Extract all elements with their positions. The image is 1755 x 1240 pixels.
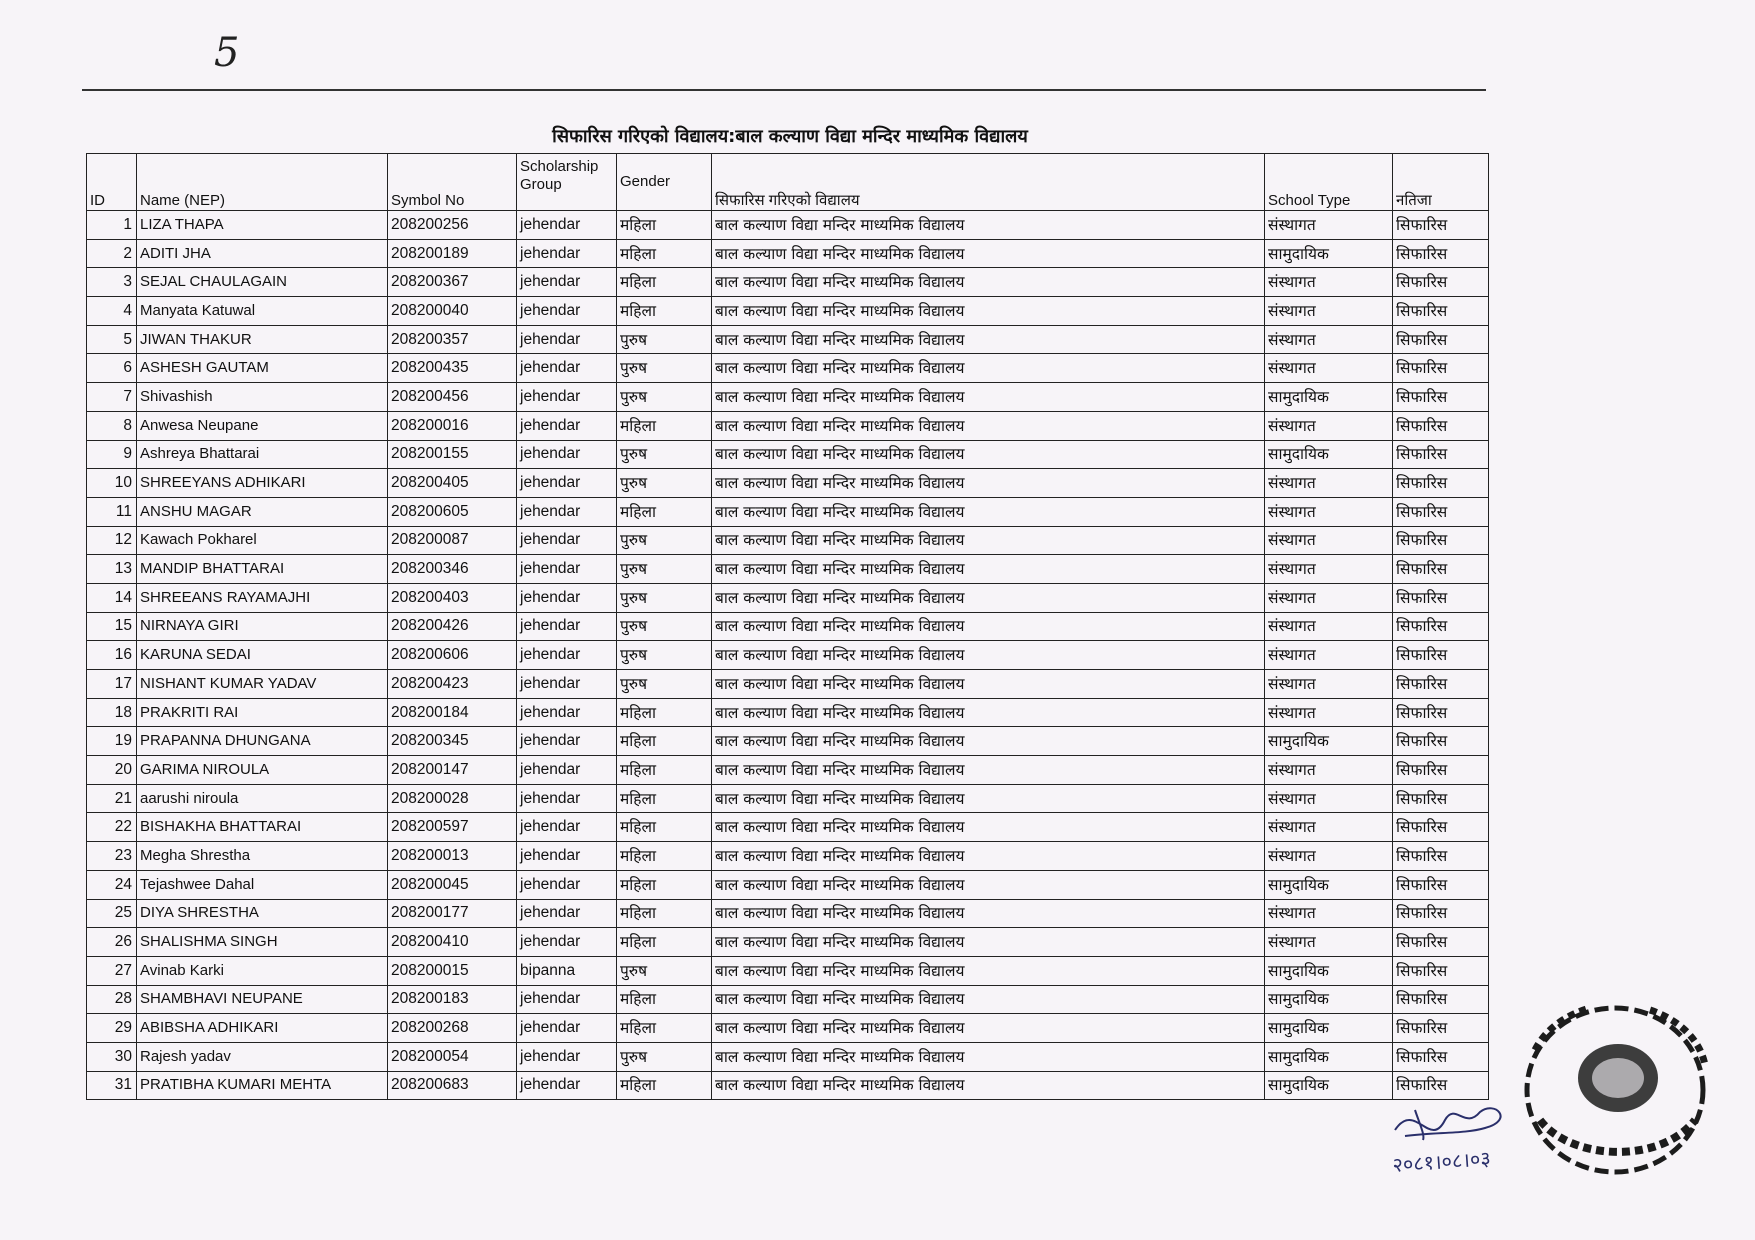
cell-symbol: 208200054	[388, 1042, 517, 1071]
cell-result: सिफारिस	[1393, 1071, 1489, 1100]
table-row	[87, 1042, 1489, 1071]
cell-id: 14	[87, 583, 137, 612]
cell-result: सिफारिस	[1393, 899, 1489, 928]
cell-symbol: 208200155	[388, 440, 517, 469]
table-row	[87, 756, 1489, 785]
cell-group: jehendar	[517, 297, 617, 326]
cell-type: संस्थागत	[1265, 928, 1393, 957]
cell-school: बाल कल्याण विद्या मन्दिर माध्यमिक विद्यालय	[712, 239, 1265, 268]
cell-gender: महिला	[617, 727, 712, 756]
col-header-name: Name (NEP)	[137, 154, 388, 211]
cell-school: बाल कल्याण विद्या मन्दिर माध्यमिक विद्यालय	[712, 1014, 1265, 1043]
cell-group: jehendar	[517, 756, 617, 785]
col-header-symbol: Symbol No	[388, 154, 517, 211]
cell-group: jehendar	[517, 354, 617, 383]
cell-type: संस्थागत	[1265, 784, 1393, 813]
cell-type: सामुदायिक	[1265, 1014, 1393, 1043]
table-row	[87, 870, 1489, 899]
table-row	[87, 670, 1489, 699]
cell-id: 9	[87, 440, 137, 469]
cell-result: सिफारिस	[1393, 641, 1489, 670]
cell-name: ABIBSHA ADHIKARI	[137, 1014, 388, 1043]
table-row	[87, 297, 1489, 326]
cell-school: बाल कल्याण विद्या मन्दिर माध्यमिक विद्यालय	[712, 928, 1265, 957]
cell-symbol: 208200177	[388, 899, 517, 928]
cell-result: सिफारिस	[1393, 297, 1489, 326]
cell-gender: महिला	[617, 870, 712, 899]
cell-gender: महिला	[617, 297, 712, 326]
cell-symbol: 208200028	[388, 784, 517, 813]
cell-result: सिफारिस	[1393, 1042, 1489, 1071]
cell-result: सिफारिस	[1393, 497, 1489, 526]
table-row	[87, 440, 1489, 469]
cell-symbol: 208200345	[388, 727, 517, 756]
cell-name: SEJAL CHAULAGAIN	[137, 268, 388, 297]
cell-school: बाल कल्याण विद्या मन्दिर माध्यमिक विद्यालय	[712, 813, 1265, 842]
cell-type: संस्थागत	[1265, 497, 1393, 526]
cell-symbol: 208200016	[388, 411, 517, 440]
cell-school: बाल कल्याण विद्या मन्दिर माध्यमिक विद्यालय	[712, 870, 1265, 899]
cell-gender: महिला	[617, 1014, 712, 1043]
cell-symbol: 208200367	[388, 268, 517, 297]
cell-result: सिफारिस	[1393, 325, 1489, 354]
cell-group: jehendar	[517, 440, 617, 469]
cell-school: बाल कल्याण विद्या मन्दिर माध्यमिक विद्यालय	[712, 727, 1265, 756]
cell-id: 17	[87, 670, 137, 699]
table-row	[87, 526, 1489, 555]
cell-name: Megha Shrestha	[137, 842, 388, 871]
cell-symbol: 208200015	[388, 956, 517, 985]
cell-school: बाल कल्याण विद्या मन्दिर माध्यमिक विद्यालय	[712, 670, 1265, 699]
cell-type: संस्थागत	[1265, 297, 1393, 326]
seal-block	[1510, 990, 1730, 1195]
cell-group: jehendar	[517, 325, 617, 354]
cell-gender: महिला	[617, 411, 712, 440]
cell-name: ADITI JHA	[137, 239, 388, 268]
table-row	[87, 383, 1489, 412]
cell-school: बाल कल्याण विद्या मन्दिर माध्यमिक विद्यालय	[712, 985, 1265, 1014]
table-row	[87, 698, 1489, 727]
table-row	[87, 641, 1489, 670]
cell-type: सामुदायिक	[1265, 870, 1393, 899]
page-number: 5	[214, 30, 240, 76]
signature-date: २०८१।०८।०३	[1391, 1146, 1492, 1177]
cell-type: संस्थागत	[1265, 469, 1393, 498]
cell-id: 7	[87, 383, 137, 412]
cell-group: jehendar	[517, 985, 617, 1014]
cell-name: SHREEYANS ADHIKARI	[137, 469, 388, 498]
cell-group: jehendar	[517, 899, 617, 928]
cell-id: 12	[87, 526, 137, 555]
cell-type: संस्थागत	[1265, 411, 1393, 440]
cell-symbol: 208200426	[388, 612, 517, 641]
cell-gender: महिला	[617, 784, 712, 813]
cell-symbol: 208200183	[388, 985, 517, 1014]
cell-gender: पुरुष	[617, 670, 712, 699]
table-row	[87, 813, 1489, 842]
cell-name: PRATIBHA KUMARI MEHTA	[137, 1071, 388, 1100]
cell-symbol: 208200256	[388, 211, 517, 240]
cell-result: सिफारिस	[1393, 698, 1489, 727]
recommendation-table	[86, 153, 1489, 1100]
cell-name: Kawach Pokharel	[137, 526, 388, 555]
table-row	[87, 1071, 1489, 1100]
cell-id: 15	[87, 612, 137, 641]
table-row	[87, 469, 1489, 498]
cell-type: संस्थागत	[1265, 813, 1393, 842]
cell-name: NISHANT KUMAR YADAV	[137, 670, 388, 699]
cell-type: सामुदायिक	[1265, 440, 1393, 469]
cell-symbol: 208200013	[388, 842, 517, 871]
cell-result: सिफारिस	[1393, 354, 1489, 383]
cell-school: बाल कल्याण विद्या मन्दिर माध्यमिक विद्यालय	[712, 842, 1265, 871]
cell-result: सिफारिस	[1393, 583, 1489, 612]
recommendation-table-container	[86, 153, 1488, 1100]
cell-group: jehendar	[517, 870, 617, 899]
cell-gender: महिला	[617, 842, 712, 871]
cell-type: संस्थागत	[1265, 612, 1393, 641]
cell-gender: पुरुष	[617, 526, 712, 555]
table-row	[87, 928, 1489, 957]
cell-symbol: 208200189	[388, 239, 517, 268]
cell-id: 20	[87, 756, 137, 785]
cell-type: संस्थागत	[1265, 354, 1393, 383]
cell-result: सिफारिस	[1393, 383, 1489, 412]
cell-name: BISHAKHA BHATTARAI	[137, 813, 388, 842]
cell-symbol: 208200423	[388, 670, 517, 699]
cell-group: jehendar	[517, 555, 617, 584]
col-header-school-type: School Type	[1265, 154, 1393, 211]
cell-name: LIZA THAPA	[137, 211, 388, 240]
col-header-result: नतिजा	[1393, 154, 1489, 211]
cell-type: सामुदायिक	[1265, 239, 1393, 268]
table-header-row	[87, 154, 1489, 211]
cell-symbol: 208200683	[388, 1071, 517, 1100]
cell-gender: महिला	[617, 985, 712, 1014]
table-row	[87, 497, 1489, 526]
cell-result: सिफारिस	[1393, 784, 1489, 813]
cell-result: सिफारिस	[1393, 756, 1489, 785]
cell-gender: महिला	[617, 928, 712, 957]
cell-group: jehendar	[517, 383, 617, 412]
cell-school: बाल कल्याण विद्या मन्दिर माध्यमिक विद्यालय	[712, 899, 1265, 928]
cell-result: सिफारिस	[1393, 928, 1489, 957]
cell-id: 28	[87, 985, 137, 1014]
table-row	[87, 239, 1489, 268]
cell-id: 10	[87, 469, 137, 498]
cell-type: संस्थागत	[1265, 899, 1393, 928]
cell-symbol: 208200147	[388, 756, 517, 785]
cell-type: संस्थागत	[1265, 670, 1393, 699]
cell-result: सिफारिस	[1393, 956, 1489, 985]
cell-id: 25	[87, 899, 137, 928]
table-row	[87, 985, 1489, 1014]
cell-type: संस्थागत	[1265, 842, 1393, 871]
cell-result: सिफारिस	[1393, 727, 1489, 756]
cell-group: jehendar	[517, 670, 617, 699]
cell-gender: पुरुष	[617, 956, 712, 985]
cell-name: PRAPANNA DHUNGANA	[137, 727, 388, 756]
cell-type: सामुदायिक	[1265, 1042, 1393, 1071]
cell-group: jehendar	[517, 211, 617, 240]
table-row	[87, 411, 1489, 440]
cell-symbol: 208200606	[388, 641, 517, 670]
cell-gender: महिला	[617, 813, 712, 842]
cell-school: बाल कल्याण विद्या मन्दिर माध्यमिक विद्यालय	[712, 268, 1265, 297]
cell-group: jehendar	[517, 268, 617, 297]
table-row	[87, 325, 1489, 354]
cell-gender: पुरुष	[617, 641, 712, 670]
cell-id: 19	[87, 727, 137, 756]
cell-result: सिफारिस	[1393, 411, 1489, 440]
table-row	[87, 727, 1489, 756]
cell-gender: महिला	[617, 268, 712, 297]
cell-school: बाल कल्याण विद्या मन्दिर माध्यमिक विद्यालय	[712, 297, 1265, 326]
cell-symbol: 208200087	[388, 526, 517, 555]
cell-school: बाल कल्याण विद्या मन्दिर माध्यमिक विद्यालय	[712, 1042, 1265, 1071]
cell-gender: महिला	[617, 1071, 712, 1100]
cell-name: Shivashish	[137, 383, 388, 412]
table-row	[87, 956, 1489, 985]
cell-result: सिफारिस	[1393, 870, 1489, 899]
cell-type: संस्थागत	[1265, 756, 1393, 785]
cell-id: 23	[87, 842, 137, 871]
cell-id: 13	[87, 555, 137, 584]
cell-name: KARUNA SEDAI	[137, 641, 388, 670]
cell-type: संस्थागत	[1265, 583, 1393, 612]
cell-gender: पुरुष	[617, 325, 712, 354]
top-rule	[82, 89, 1486, 91]
cell-type: संस्थागत	[1265, 526, 1393, 555]
cell-result: सिफारिस	[1393, 211, 1489, 240]
cell-school: बाल कल्याण विद्या मन्दिर माध्यमिक विद्यालय	[712, 497, 1265, 526]
cell-school: बाल कल्याण विद्या मन्दिर माध्यमिक विद्यालय	[712, 325, 1265, 354]
cell-name: Rajesh yadav	[137, 1042, 388, 1071]
document-title: सिफारिस गरिएको विद्यालय:बाल कल्याण विद्या मन्दिर माध्यमिक विद्यालय	[552, 126, 1028, 147]
cell-result: सिफारिस	[1393, 268, 1489, 297]
cell-result: सिफारिस	[1393, 526, 1489, 555]
cell-id: 18	[87, 698, 137, 727]
cell-group: jehendar	[517, 411, 617, 440]
cell-gender: पुरुष	[617, 383, 712, 412]
cell-school: बाल कल्याण विद्या मन्दिर माध्यमिक विद्यालय	[712, 1071, 1265, 1100]
cell-school: बाल कल्याण विद्या मन्दिर माध्यमिक विद्यालय	[712, 469, 1265, 498]
cell-id: 5	[87, 325, 137, 354]
table-row	[87, 354, 1489, 383]
cell-school: बाल कल्याण विद्या मन्दिर माध्यमिक विद्यालय	[712, 698, 1265, 727]
cell-symbol: 208200040	[388, 297, 517, 326]
table-row	[87, 784, 1489, 813]
cell-id: 16	[87, 641, 137, 670]
table-row	[87, 583, 1489, 612]
cell-name: Manyata Katuwal	[137, 297, 388, 326]
cell-type: संस्थागत	[1265, 641, 1393, 670]
cell-type: सामुदायिक	[1265, 985, 1393, 1014]
cell-symbol: 208200456	[388, 383, 517, 412]
cell-school: बाल कल्याण विद्या मन्दिर माध्यमिक विद्यालय	[712, 440, 1265, 469]
cell-id: 4	[87, 297, 137, 326]
table-row	[87, 899, 1489, 928]
cell-result: सिफारिस	[1393, 670, 1489, 699]
cell-type: सामुदायिक	[1265, 1071, 1393, 1100]
cell-name: Avinab Karki	[137, 956, 388, 985]
cell-group: bipanna	[517, 956, 617, 985]
col-header-school: सिफारिस गरिएको विद्यालय	[712, 154, 1265, 211]
table-row	[87, 612, 1489, 641]
cell-gender: पुरुष	[617, 612, 712, 641]
cell-type: सामुदायिक	[1265, 956, 1393, 985]
cell-result: सिफारिस	[1393, 555, 1489, 584]
cell-group: jehendar	[517, 497, 617, 526]
cell-result: सिफारिस	[1393, 239, 1489, 268]
col-header-scholarship-group: Scholarship Group	[517, 154, 617, 211]
cell-symbol: 208200184	[388, 698, 517, 727]
cell-name: SHREEANS RAYAMAJHI	[137, 583, 388, 612]
cell-school: बाल कल्याण विद्या मन्दिर माध्यमिक विद्यालय	[712, 526, 1265, 555]
cell-group: jehendar	[517, 1014, 617, 1043]
cell-school: बाल कल्याण विद्या मन्दिर माध्यमिक विद्यालय	[712, 211, 1265, 240]
cell-id: 27	[87, 956, 137, 985]
cell-symbol: 208200597	[388, 813, 517, 842]
cell-group: jehendar	[517, 239, 617, 268]
cell-symbol: 208200605	[388, 497, 517, 526]
cell-group: jehendar	[517, 641, 617, 670]
cell-gender: पुरुष	[617, 583, 712, 612]
table-row	[87, 842, 1489, 871]
cell-name: ANSHU MAGAR	[137, 497, 388, 526]
cell-symbol: 208200435	[388, 354, 517, 383]
cell-group: jehendar	[517, 928, 617, 957]
cell-id: 29	[87, 1014, 137, 1043]
cell-school: बाल कल्याण विद्या मन्दिर माध्यमिक विद्यालय	[712, 756, 1265, 785]
col-header-id: ID	[87, 154, 137, 211]
col-header-gender: Gender	[617, 154, 712, 211]
cell-gender: महिला	[617, 756, 712, 785]
cell-group: jehendar	[517, 698, 617, 727]
cell-gender: महिला	[617, 497, 712, 526]
cell-group: jehendar	[517, 842, 617, 871]
cell-id: 1	[87, 211, 137, 240]
cell-type: संस्थागत	[1265, 325, 1393, 354]
cell-symbol: 208200045	[388, 870, 517, 899]
cell-symbol: 208200405	[388, 469, 517, 498]
cell-symbol: 208200403	[388, 583, 517, 612]
cell-group: jehendar	[517, 1042, 617, 1071]
cell-symbol: 208200268	[388, 1014, 517, 1043]
official-seal-icon	[1510, 990, 1730, 1190]
table-body	[87, 211, 1489, 1100]
cell-gender: पुरुष	[617, 555, 712, 584]
table-row	[87, 211, 1489, 240]
cell-name: PRAKRITI RAI	[137, 698, 388, 727]
cell-group: jehendar	[517, 526, 617, 555]
cell-symbol: 208200346	[388, 555, 517, 584]
cell-school: बाल कल्याण विद्या मन्दिर माध्यमिक विद्यालय	[712, 956, 1265, 985]
cell-id: 24	[87, 870, 137, 899]
cell-name: SHAMBHAVI NEUPANE	[137, 985, 388, 1014]
cell-name: Ashreya Bhattarai	[137, 440, 388, 469]
cell-name: GARIMA NIROULA	[137, 756, 388, 785]
table-row	[87, 268, 1489, 297]
cell-gender: महिला	[617, 899, 712, 928]
cell-school: बाल कल्याण विद्या मन्दिर माध्यमिक विद्यालय	[712, 411, 1265, 440]
cell-gender: महिला	[617, 239, 712, 268]
cell-name: NIRNAYA GIRI	[137, 612, 388, 641]
cell-school: बाल कल्याण विद्या मन्दिर माध्यमिक विद्यालय	[712, 354, 1265, 383]
cell-gender: महिला	[617, 698, 712, 727]
cell-school: बाल कल्याण विद्या मन्दिर माध्यमिक विद्यालय	[712, 612, 1265, 641]
cell-type: संस्थागत	[1265, 698, 1393, 727]
cell-school: बाल कल्याण विद्या मन्दिर माध्यमिक विद्यालय	[712, 583, 1265, 612]
cell-symbol: 208200357	[388, 325, 517, 354]
cell-group: jehendar	[517, 813, 617, 842]
cell-name: ASHESH GAUTAM	[137, 354, 388, 383]
cell-id: 31	[87, 1071, 137, 1100]
cell-group: jehendar	[517, 784, 617, 813]
cell-school: बाल कल्याण विद्या मन्दिर माध्यमिक विद्यालय	[712, 784, 1265, 813]
cell-result: सिफारिस	[1393, 985, 1489, 1014]
cell-name: Tejashwee Dahal	[137, 870, 388, 899]
cell-type: संस्थागत	[1265, 555, 1393, 584]
cell-gender: पुरुष	[617, 354, 712, 383]
cell-school: बाल कल्याण विद्या मन्दिर माध्यमिक विद्यालय	[712, 641, 1265, 670]
cell-school: बाल कल्याण विद्या मन्दिर माध्यमिक विद्यालय	[712, 383, 1265, 412]
cell-result: सिफारिस	[1393, 1014, 1489, 1043]
cell-result: सिफारिस	[1393, 469, 1489, 498]
cell-group: jehendar	[517, 583, 617, 612]
cell-type: संस्थागत	[1265, 211, 1393, 240]
cell-symbol: 208200410	[388, 928, 517, 957]
cell-result: सिफारिस	[1393, 842, 1489, 871]
cell-id: 21	[87, 784, 137, 813]
cell-name: JIWAN THAKUR	[137, 325, 388, 354]
cell-id: 30	[87, 1042, 137, 1071]
cell-gender: पुरुष	[617, 1042, 712, 1071]
cell-name: Anwesa Neupane	[137, 411, 388, 440]
cell-result: सिफारिस	[1393, 813, 1489, 842]
cell-gender: महिला	[617, 211, 712, 240]
cell-result: सिफारिस	[1393, 440, 1489, 469]
cell-id: 2	[87, 239, 137, 268]
cell-group: jehendar	[517, 1071, 617, 1100]
cell-id: 3	[87, 268, 137, 297]
cell-id: 6	[87, 354, 137, 383]
cell-name: MANDIP BHATTARAI	[137, 555, 388, 584]
cell-group: jehendar	[517, 612, 617, 641]
cell-id: 22	[87, 813, 137, 842]
cell-name: DIYA SHRESTHA	[137, 899, 388, 928]
cell-gender: पुरुष	[617, 440, 712, 469]
cell-type: सामुदायिक	[1265, 383, 1393, 412]
table-row	[87, 1014, 1489, 1043]
cell-group: jehendar	[517, 727, 617, 756]
cell-result: सिफारिस	[1393, 612, 1489, 641]
cell-group: jehendar	[517, 469, 617, 498]
cell-name: SHALISHMA SINGH	[137, 928, 388, 957]
cell-type: संस्थागत	[1265, 268, 1393, 297]
cell-name: aarushi niroula	[137, 784, 388, 813]
cell-type: सामुदायिक	[1265, 727, 1393, 756]
cell-id: 11	[87, 497, 137, 526]
cell-gender: पुरुष	[617, 469, 712, 498]
cell-id: 8	[87, 411, 137, 440]
cell-id: 26	[87, 928, 137, 957]
cell-school: बाल कल्याण विद्या मन्दिर माध्यमिक विद्यालय	[712, 555, 1265, 584]
table-row	[87, 555, 1489, 584]
